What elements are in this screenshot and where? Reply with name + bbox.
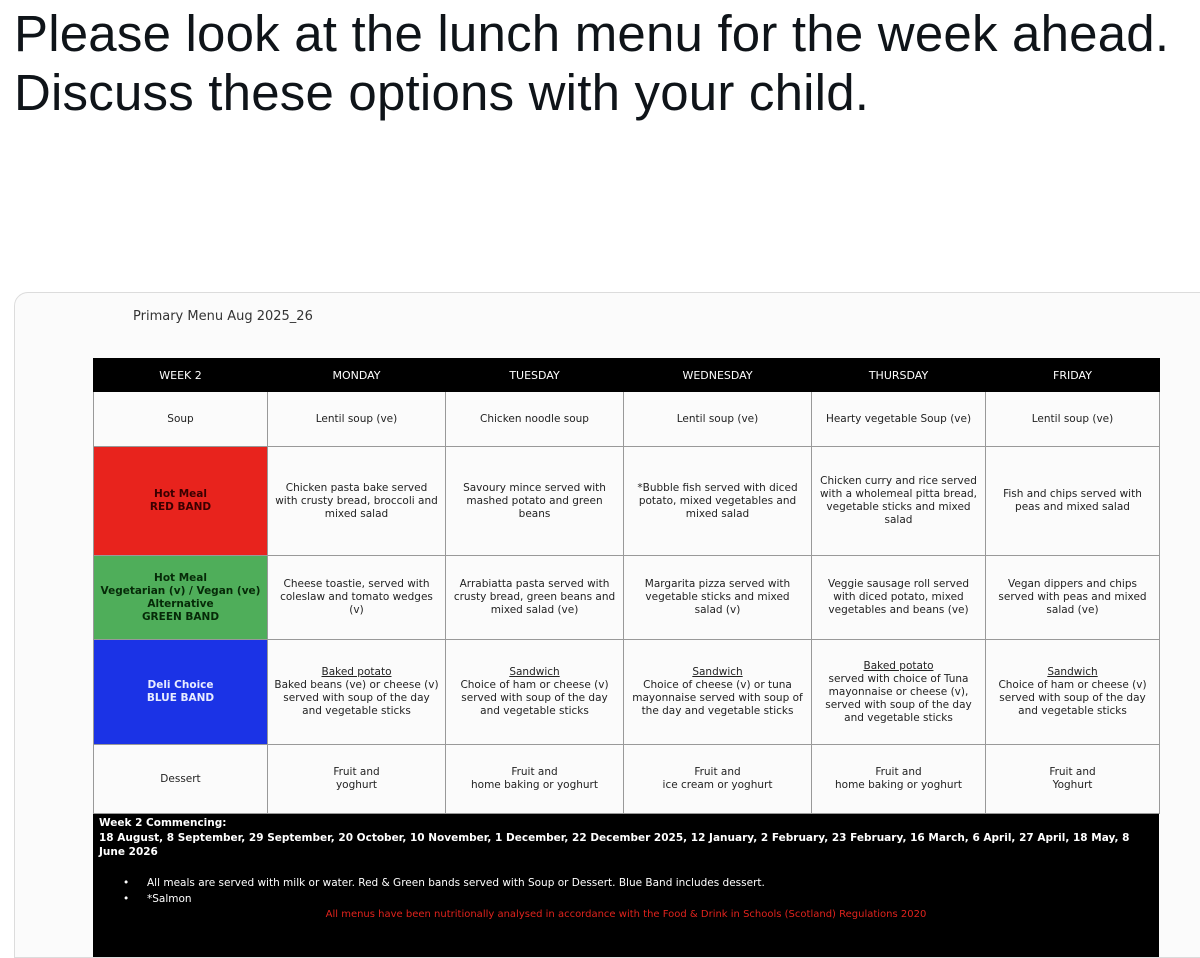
red-band-row: [94, 447, 1160, 556]
note-milk-water: • All meals are served with milk or water. Red & Green bands served with Soup or Dessert. Blue Band includes dessert.: [123, 876, 765, 890]
green-wednesday: Margarita pizza served with vegetable sticks and mixed salad (v): [624, 556, 812, 640]
dessert-friday: [986, 745, 1160, 814]
blue-friday: [986, 640, 1160, 745]
dessert-monday: [268, 745, 446, 814]
blue-wednesday-text: Choice of cheese (v) or tuna mayonnaise served with soup of the day and vegetable sticks: [632, 679, 803, 717]
blue-wednesday: [624, 640, 812, 745]
red-monday: Chicken pasta bake served with crusty bread, broccoli and mixed salad: [268, 447, 446, 556]
green-thursday: Veggie sausage roll served with diced potato, mixed vegetables and beans (ve): [812, 556, 986, 640]
green-band-label-line3: Alternative: [147, 597, 214, 610]
dessert-friday-line1: Fruit and: [1049, 766, 1096, 778]
green-band-label-line2: Vegetarian (v) / Vegan (ve): [100, 584, 261, 597]
blue-thursday-heading: Baked potato: [863, 659, 934, 672]
blue-monday-heading: Baked potato: [321, 666, 392, 678]
soup-row: [94, 392, 1160, 447]
header-friday: FRIDAY: [986, 359, 1160, 392]
dessert-thursday-line2: home baking or yoghurt: [835, 779, 962, 791]
dessert-monday-line2: yoghurt: [335, 779, 378, 791]
red-wednesday: *Bubble fish served with diced potato, mixed vegetables and mixed salad: [624, 447, 812, 556]
red-tuesday: Savoury mince served with mashed potato and green beans: [446, 447, 624, 556]
soup-thursday: Hearty vegetable Soup (ve): [812, 392, 986, 447]
green-monday: Cheese toastie, served with coleslaw and tomato wedges (v): [268, 556, 446, 640]
blue-tuesday-heading: Sandwich: [509, 666, 560, 678]
blue-thursday: [812, 640, 986, 745]
soup-tuesday: Chicken noodle soup: [446, 392, 624, 447]
nutrition-statement: All menus have been nutritionally analysed in accordance with the Food & Drink in Schools (Scotland) Regulations 2020: [325, 909, 927, 920]
dessert-tuesday-line2: home baking or yoghurt: [471, 779, 598, 791]
blue-tuesday-text: Choice of ham or cheese (v) served with soup of the day and vegetable sticks: [460, 679, 609, 717]
dessert-tuesday-line1: Fruit and: [511, 766, 558, 778]
document-title: Primary Menu Aug 2025_26: [133, 309, 313, 324]
blue-wednesday-heading: Sandwich: [692, 666, 743, 678]
soup-monday: Lentil soup (ve): [268, 392, 446, 447]
green-band-label-line1: Hot Meal: [154, 571, 207, 584]
blue-monday-text: Baked beans (ve) or cheese (v) served with soup of the day and vegetable sticks: [274, 679, 439, 717]
dessert-label: Dessert: [94, 745, 268, 814]
dessert-wednesday-line2: ice cream or yoghurt: [662, 779, 773, 791]
soup-wednesday: Lentil soup (ve): [624, 392, 812, 447]
red-thursday: Chicken curry and rice served with a wholemeal pitta bread, vegetable sticks and mixed salad: [812, 447, 986, 556]
week-commencing-dates: 18 August, 8 September, 29 September, 20 October, 10 November, 1 December, 22 December 2025, 12 January, 2 February, 23 February, 16 March, 6 April, 27 April, 18 May, 8 June 2026: [99, 832, 1130, 858]
header-wednesday: WEDNESDAY: [624, 359, 812, 392]
blue-friday-heading: Sandwich: [1047, 666, 1098, 678]
green-tuesday: Arrabiatta pasta served with crusty bread, green beans and mixed salad (ve): [446, 556, 624, 640]
red-friday: Fish and chips served with peas and mixed salad: [986, 447, 1160, 556]
blue-monday: [268, 640, 446, 745]
soup-friday: Lentil soup (ve): [986, 392, 1160, 447]
header-tuesday: TUESDAY: [446, 359, 624, 392]
red-band-label-line1: Hot Meal: [154, 488, 207, 500]
dessert-monday-line1: Fruit and: [333, 766, 380, 778]
header-row: [94, 359, 1160, 392]
blue-tuesday: [446, 640, 624, 745]
menu-notes: [123, 876, 765, 908]
blue-band-label: [94, 640, 268, 745]
menu-document-image[interactable]: [14, 292, 1200, 958]
soup-label: Soup: [94, 392, 268, 447]
blue-band-row: [94, 640, 1160, 745]
dessert-friday-line2: Yoghurt: [1052, 779, 1093, 791]
blue-band-label-line2: BLUE BAND: [146, 692, 215, 704]
green-band-label-line4: GREEN BAND: [141, 610, 220, 623]
menu-footer: [93, 814, 1159, 957]
blue-friday-text: Choice of ham or cheese (v) served with soup of the day and vegetable sticks: [998, 679, 1147, 717]
header-thursday: THURSDAY: [812, 359, 986, 392]
green-friday: Vegan dippers and chips served with peas and mixed salad (ve): [986, 556, 1160, 640]
dessert-thursday: [812, 745, 986, 814]
header-week: WEEK 2: [94, 359, 268, 392]
dessert-wednesday: [624, 745, 812, 814]
dessert-wednesday-line1: Fruit and: [694, 766, 741, 778]
note-salmon: • *Salmon: [123, 892, 765, 906]
dessert-tuesday: [446, 745, 624, 814]
green-band-row: [94, 556, 1160, 640]
green-band-label: [94, 556, 268, 640]
red-band-label-line2: RED BAND: [149, 501, 212, 513]
dessert-thursday-line1: Fruit and: [875, 766, 922, 778]
lunch-menu-table: [93, 358, 1160, 814]
blue-band-label-line1: Deli Choice: [147, 679, 214, 691]
red-band-label: [94, 447, 268, 556]
blue-thursday-text: served with choice of Tuna mayonnaise or cheese (v), served with soup of the day and vegetable sticks: [825, 672, 972, 724]
week-commencing-title: Week 2 Commencing:: [99, 817, 227, 829]
header-monday: MONDAY: [268, 359, 446, 392]
dessert-row: [94, 745, 1160, 814]
post-text: Please look at the lunch menu for the week ahead. Discuss these options with your child.: [14, 5, 1170, 121]
